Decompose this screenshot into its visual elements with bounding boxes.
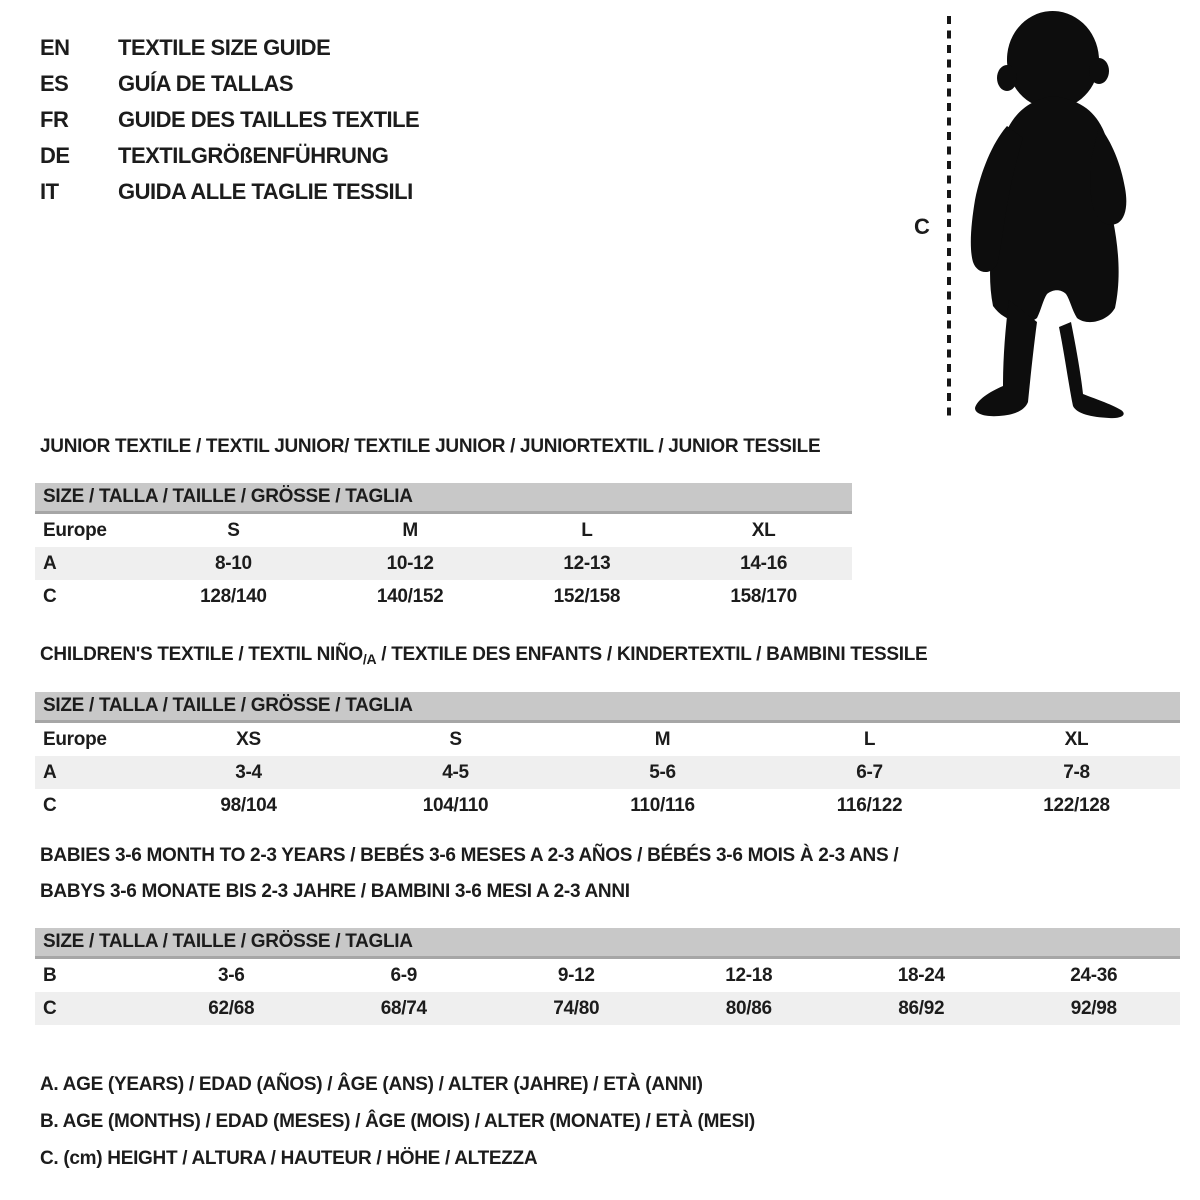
size-cell: M bbox=[654, 728, 671, 750]
size-cell: S bbox=[227, 519, 240, 541]
babies-section-title-line2: BABYS 3-6 MONATE BIS 2-3 JAHRE / BAMBINI 3-6 MESI A 2-3 ANNI bbox=[40, 881, 630, 902]
height-cell: 104/110 bbox=[422, 794, 489, 816]
row-label: A bbox=[43, 761, 57, 783]
language-row-it bbox=[40, 174, 419, 210]
age-cell: 8-10 bbox=[214, 552, 252, 574]
language-label: TEXTILE SIZE GUIDE bbox=[118, 35, 331, 60]
height-cell: 92/98 bbox=[1070, 997, 1117, 1019]
size-header-bar: SIZE / TALLA / TAILLE / GRÖSSE / TAGLIA bbox=[35, 483, 852, 514]
language-row-de bbox=[40, 138, 419, 174]
height-cell: 158/170 bbox=[730, 585, 797, 607]
language-row-fr bbox=[40, 102, 419, 138]
children-title-prefix: CHILDREN'S TEXTILE / TEXTIL NIÑO bbox=[40, 644, 363, 665]
age-cell: 10-12 bbox=[386, 552, 434, 574]
height-cell: 98/104 bbox=[220, 794, 277, 816]
table-row-europe bbox=[35, 514, 852, 547]
row-label: C bbox=[43, 585, 57, 607]
size-cell: S bbox=[449, 728, 462, 750]
table-row-height bbox=[35, 580, 852, 613]
months-cell: 24-36 bbox=[1070, 964, 1118, 986]
height-cell: 62/68 bbox=[208, 997, 255, 1019]
babies-size-table bbox=[35, 928, 1180, 1025]
height-cell: 80/86 bbox=[725, 997, 772, 1019]
months-cell: 18-24 bbox=[897, 964, 945, 986]
legend-notes bbox=[40, 1066, 755, 1177]
size-cell: M bbox=[402, 519, 418, 541]
table-row-europe bbox=[35, 723, 1180, 756]
children-title-subscript: /A bbox=[362, 651, 377, 667]
language-row-en bbox=[40, 30, 419, 66]
months-cell: 9-12 bbox=[557, 964, 595, 986]
age-cell: 6-7 bbox=[856, 761, 883, 783]
children-size-table bbox=[35, 692, 1180, 822]
months-cell: 12-18 bbox=[725, 964, 773, 986]
table-row-months bbox=[35, 959, 1180, 992]
children-section-title bbox=[40, 644, 927, 666]
row-label: Europe bbox=[43, 728, 107, 750]
language-label: GUÍA DE TALLAS bbox=[118, 71, 294, 96]
height-cell: 74/80 bbox=[553, 997, 600, 1019]
table-row-age bbox=[35, 756, 1180, 789]
row-label: Europe bbox=[43, 519, 107, 541]
language-code: ES bbox=[40, 71, 69, 96]
row-label: A bbox=[43, 552, 57, 574]
junior-section-title: JUNIOR TEXTILE / TEXTIL JUNIOR/ TEXTILE JUNIOR / JUNIORTEXTIL / JUNIOR TESSILE bbox=[40, 436, 821, 457]
size-cell: L bbox=[581, 519, 593, 541]
size-cell: XS bbox=[236, 728, 261, 750]
age-cell: 7-8 bbox=[1063, 761, 1090, 783]
legend-note-a: A. AGE (YEARS) / EDAD (AÑOS) / ÂGE (ANS) / ALTER (JAHRE) / ETÀ (ANNI) bbox=[40, 1074, 703, 1095]
row-label: C bbox=[43, 794, 57, 816]
legend-note-b: B. AGE (MONTHS) / EDAD (MESES) / ÂGE (MOIS) / ALTER (MONATE) / ETÀ (MESI) bbox=[40, 1111, 755, 1132]
table-row-height bbox=[35, 789, 1180, 822]
height-cell: 110/116 bbox=[630, 794, 695, 816]
height-cell: 152/158 bbox=[553, 585, 621, 607]
age-cell: 3-4 bbox=[235, 761, 262, 783]
size-cell: XL bbox=[1064, 728, 1089, 750]
language-list bbox=[40, 30, 419, 210]
height-measure-label: C bbox=[914, 214, 930, 239]
language-code: IT bbox=[40, 179, 59, 204]
table-row-age bbox=[35, 547, 852, 580]
language-code: EN bbox=[40, 35, 70, 60]
toddler-silhouette bbox=[935, 8, 1160, 420]
table-row-height bbox=[35, 992, 1180, 1025]
height-cell: 122/128 bbox=[1043, 794, 1110, 816]
language-code: DE bbox=[40, 143, 70, 168]
months-cell: 6-9 bbox=[390, 964, 418, 986]
size-cell: XL bbox=[751, 519, 776, 541]
language-label: TEXTILGRÖßENFÜHRUNG bbox=[118, 143, 389, 168]
language-code: FR bbox=[40, 107, 69, 132]
age-cell: 14-16 bbox=[740, 552, 788, 574]
children-title-suffix: / TEXTILE DES ENFANTS / KINDERTEXTIL / BAMBINI TESSILE bbox=[376, 644, 928, 665]
size-header-bar: SIZE / TALLA / TAILLE / GRÖSSE / TAGLIA bbox=[35, 692, 1180, 723]
height-cell: 116/122 bbox=[836, 794, 903, 816]
months-cell: 3-6 bbox=[217, 964, 245, 986]
row-label: B bbox=[43, 964, 57, 986]
junior-size-table bbox=[35, 483, 852, 613]
age-cell: 5-6 bbox=[649, 761, 676, 783]
age-cell: 4-5 bbox=[442, 761, 469, 783]
language-label: GUIDE DES TAILLES TEXTILE bbox=[118, 107, 420, 132]
height-cell: 86/92 bbox=[898, 997, 945, 1019]
height-cell: 140/152 bbox=[376, 585, 444, 607]
row-label: C bbox=[43, 997, 57, 1019]
size-cell: L bbox=[863, 728, 876, 750]
size-header-bar: SIZE / TALLA / TAILLE / GRÖSSE / TAGLIA bbox=[35, 928, 1180, 959]
babies-section-title-line1: BABIES 3-6 MONTH TO 2-3 YEARS / BEBÉS 3-6 MESES A 2-3 AÑOS / BÉBÉS 3-6 MOIS À 2-3 ANS / bbox=[40, 845, 899, 866]
language-label: GUIDA ALLE TAGLIE TESSILI bbox=[118, 179, 413, 204]
legend-note-c: C. (cm) HEIGHT / ALTURA / HAUTEUR / HÖHE / ALTEZZA bbox=[40, 1148, 538, 1169]
height-cell: 128/140 bbox=[200, 585, 267, 607]
age-cell: 12-13 bbox=[563, 552, 611, 574]
language-row-es bbox=[40, 66, 419, 102]
height-cell: 68/74 bbox=[380, 997, 427, 1019]
